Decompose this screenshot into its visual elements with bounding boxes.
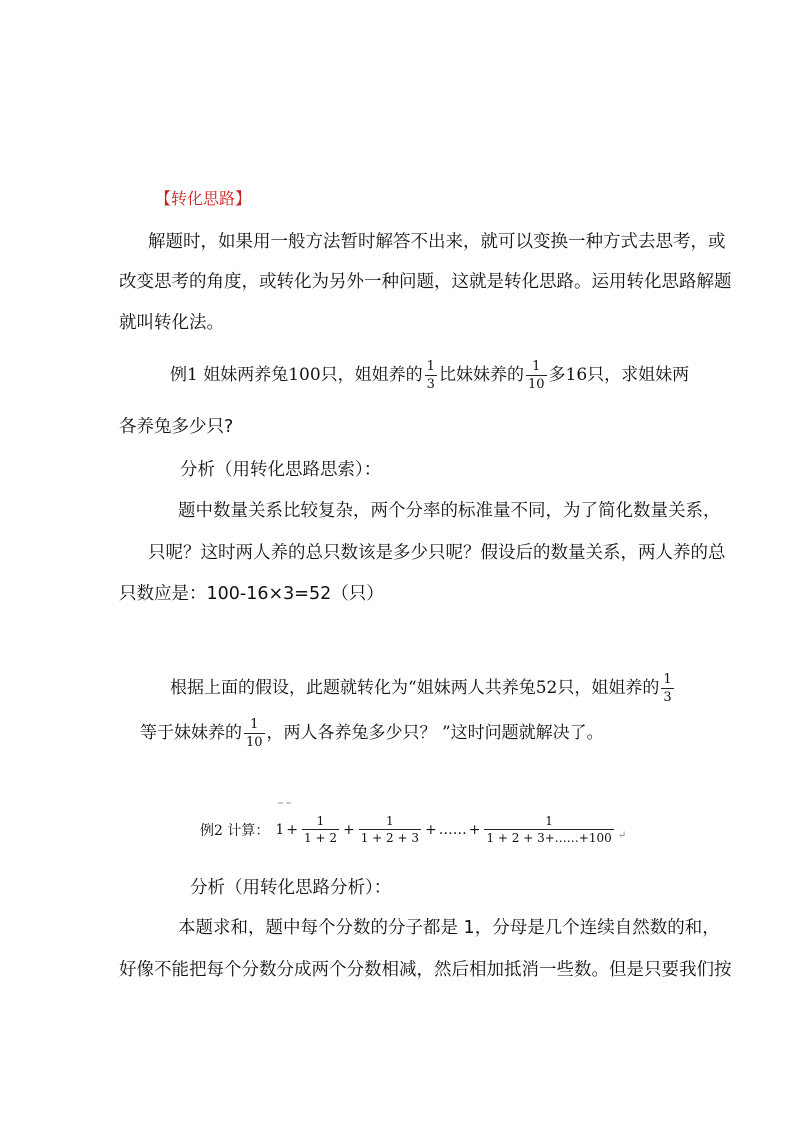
scan-artifact [278,800,292,806]
fraction-numerator: 1 [426,359,435,374]
fraction-one-tenth [244,718,265,749]
fraction-term-1 [302,815,339,844]
conclusion-text-c: ，两人各养兔多少只？ ”这时问题就解决了。 [266,723,604,743]
analysis1-line-3: 只数应是：100-16×3=52（只） [119,584,384,604]
fraction-numerator: 1 [250,717,259,732]
paragraph-return-icon: ↵ [617,830,627,841]
plus-sign: + [342,821,355,838]
analysis1-line-2: 只呢？这时两人养的总只数该是多少只呢？假设后的数量关系，两人养的总 [148,543,726,563]
fraction-bar [526,375,547,376]
plus-sign: + [424,821,437,838]
formula-term-one: 1 [275,821,285,838]
fraction-denominator: 3 [663,690,672,705]
example1-line-2: 各养兔多少只? [119,417,234,437]
analysis2-title: 分析（用转化思路分析）： [190,878,392,898]
fraction-numerator: 1 [545,814,553,828]
fraction-one-third [661,673,673,704]
fraction-denominator: 10 [246,735,263,750]
intro-line-3: 就叫转化法。 [119,313,224,333]
fraction-bar [484,829,613,830]
fraction-denominator: 1 + 2 + 3+……+100 [486,831,612,845]
fraction-numerator: 1 [532,359,541,374]
conclusion-line-2 [140,718,604,749]
analysis2-line-2: 好像不能把每个分数分成两个分数相减，然后相加抵消一些数。但是只要我们按 [119,960,732,980]
fraction-denominator: 1 + 2 + 3 [360,831,419,845]
plus-sign: + [468,821,481,838]
conclusion-line-1 [170,673,676,704]
fraction-term-2 [359,815,421,844]
fraction-one-third [425,360,437,391]
analysis1-title: 分析（用转化思路思索）： [180,460,382,480]
example1-text-a: 例1 姐妹两养兔100只，姐姐养的 [170,365,423,385]
analysis2-line-1: 本题求和，题中每个分数的分子都是 1，分母是几个连续自然数的和， [178,918,720,938]
fraction-bar [244,733,265,734]
plus-sign: + [286,821,299,838]
fraction-bar [302,829,339,830]
fraction-denominator: 1 + 2 [304,831,337,845]
fraction-bar [425,375,437,376]
example2-formula [200,815,626,844]
example1-line-1 [170,360,689,391]
fraction-bar [661,688,673,689]
ellipsis: …… [438,821,467,838]
conclusion-text-a: 根据上面的假设，此题就转化为“姐妹两人共养兔52只，姐姐养的 [170,678,660,698]
fraction-bar [359,829,421,830]
example1-text-c: 多16只，求姐妹两 [548,365,690,385]
fraction-one-tenth [526,360,547,391]
conclusion-text-b: 等于妹妹养的 [140,723,242,743]
fraction-numerator: 1 [316,814,325,828]
intro-line-1: 解题时，如果用一般方法暂时解答不出来，就可以变换一种方式去思考，或 [148,232,726,252]
example2-label: 例2 计算： [200,822,270,839]
fraction-denominator: 3 [426,377,435,392]
example1-text-b: 比妹妹养的 [438,365,524,385]
analysis1-line-1: 题中数量关系比较复杂，两个分率的标准量不同，为了简化数量关系， [178,501,721,521]
fraction-numerator: 1 [386,814,394,828]
fraction-denominator: 10 [527,377,545,392]
intro-line-2: 改变思考的角度，或转化为另外一种问题，这就是转化思路。运用转化思路解题 [119,272,732,292]
fraction-numerator: 1 [663,672,672,687]
section-heading: 【转化思路】 [155,189,252,208]
fraction-term-last [484,815,613,844]
